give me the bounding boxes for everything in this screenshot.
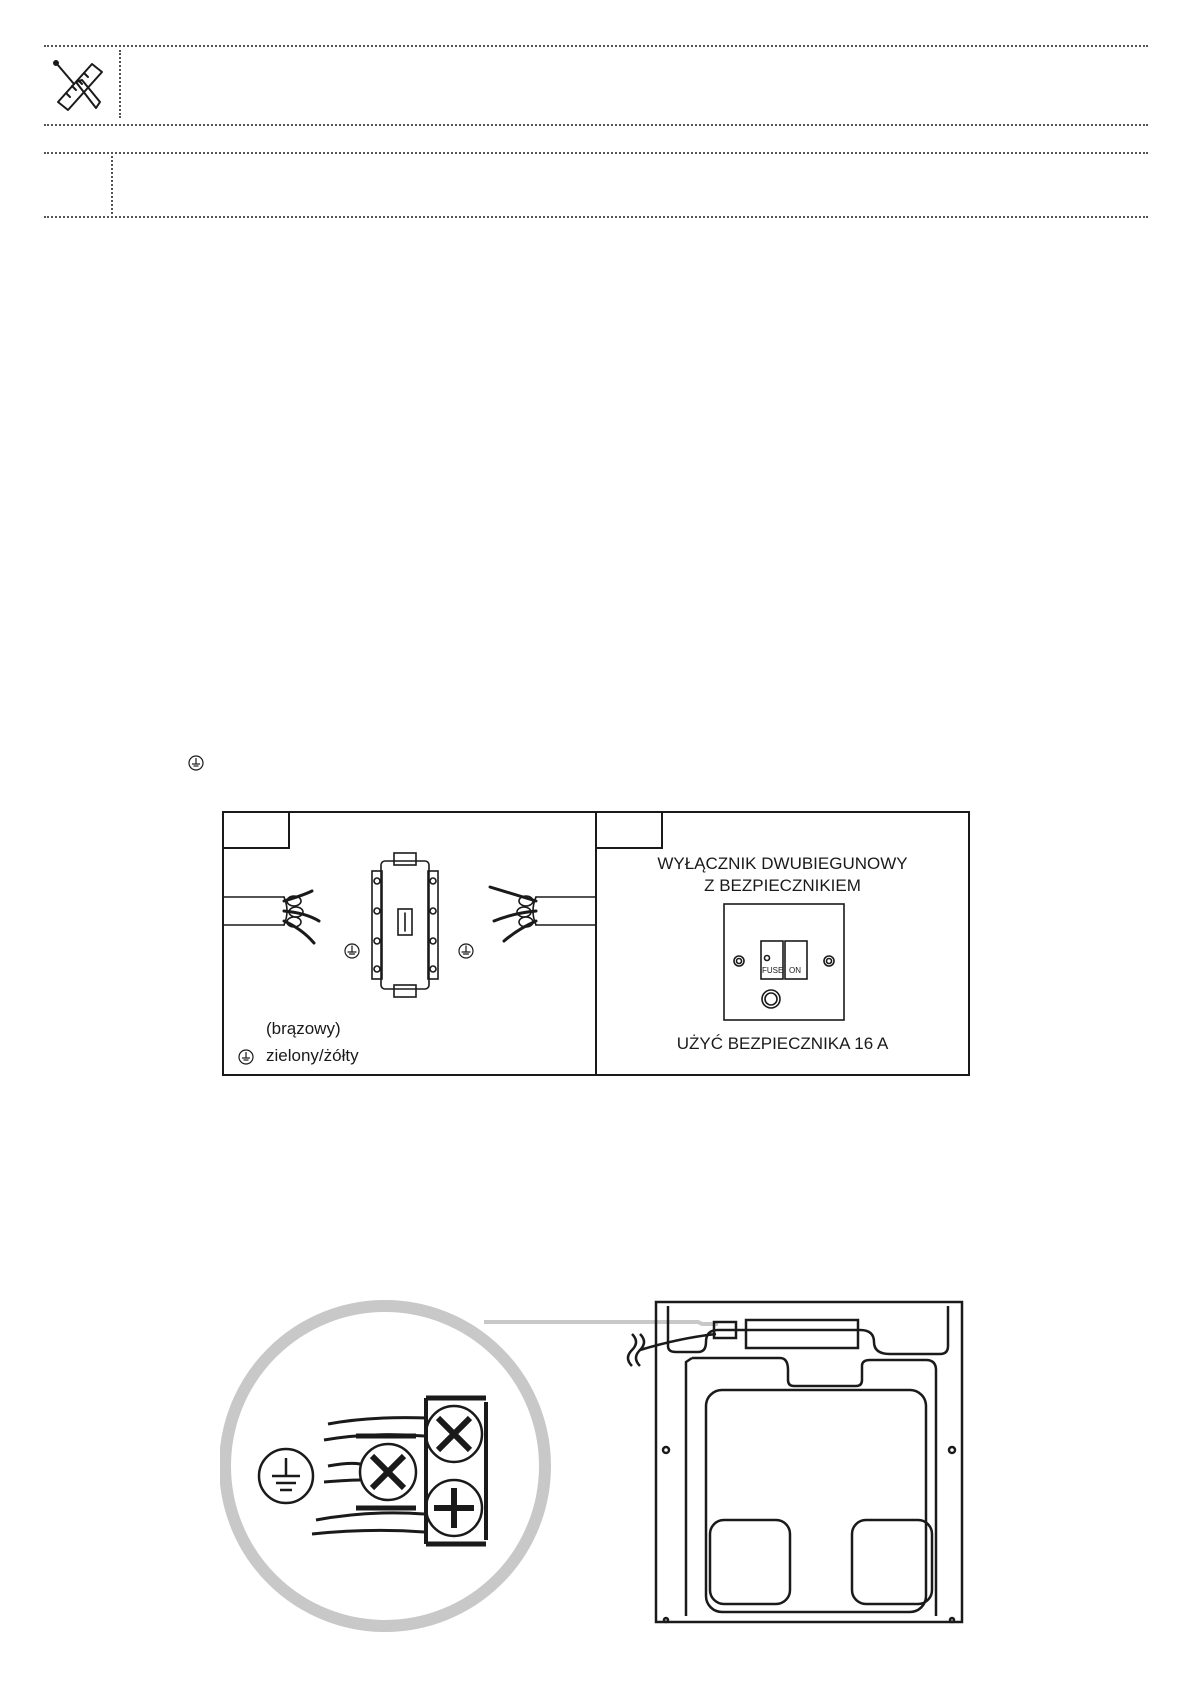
earth-ground-icon: [188, 755, 204, 771]
legend-earth-icon: [238, 1049, 254, 1065]
legend-brown: (brązowy): [266, 1019, 341, 1038]
header-divider: [119, 50, 121, 118]
connection-detail-figure: [220, 1290, 980, 1640]
switch-on-label: ON: [789, 966, 801, 975]
figure-a-panel: [222, 811, 597, 1076]
figure-b-tab: [597, 813, 663, 849]
legend-earth: zielony/żółty: [266, 1046, 359, 1065]
figure-b-title-line2: Z BEZPIECZNIKIEM: [704, 876, 861, 895]
figure-b-title-line1: WYŁĄCZNIK DWUBIEGUNOWY: [657, 854, 908, 873]
figure-b-note: UŻYĆ BEZPIECZNIKA 16 A: [676, 1034, 889, 1053]
oven-rear-icon: [628, 1302, 962, 1622]
header-bottom-rule: [44, 124, 1148, 126]
figure-a-tab: [224, 813, 290, 849]
header-top-rule: [44, 45, 1148, 47]
figure-b-panel: [595, 811, 970, 1076]
section-bottom-rule: [44, 216, 1148, 218]
section-divider: [111, 156, 113, 214]
section-top-rule: [44, 152, 1148, 154]
double-pole-switch-wiring-illustration: [224, 851, 597, 1001]
switch-fuse-label: FUSE: [762, 966, 784, 975]
terminal-block-icon: [259, 1398, 486, 1544]
fused-switch-illustration: [723, 903, 845, 1021]
screwdriver-ruler-icon: [52, 58, 106, 114]
